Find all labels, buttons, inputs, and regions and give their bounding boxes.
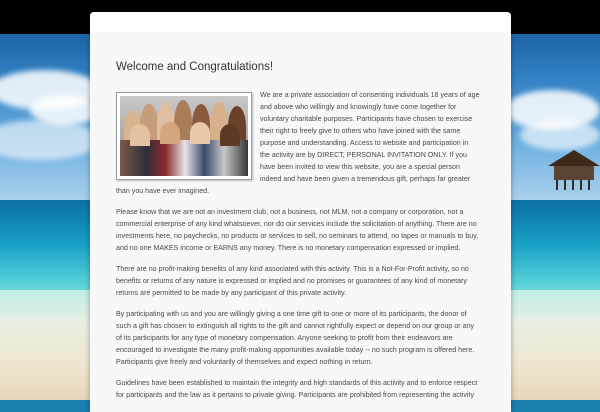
- paragraph-guidelines: Guidelines have been established to maintain the integrity and high standards of this activity and to enforce respect for participants and the law as it pertains to private giving. Participants are prohibited from representing the activity: [116, 379, 478, 399]
- paragraph-not-investment: Please know that we are not an investment club, not a business, not MLM, not a company or corporation, not a commercial enterprise of any kind whatsoever, nor do our services include the solicitation of anything. There are no investments here, no paychecks, no products or services to sell, no seminars to attend, no tapes or manuals to buy, and no one MAKES income or EARNS any money. There is no monetary compensation expressed or implied.: [116, 208, 479, 252]
- person-figure: [130, 124, 150, 146]
- content-panel: [90, 12, 511, 412]
- page-title: Welcome and Congratulations!: [116, 61, 274, 73]
- cloud: [520, 120, 600, 150]
- article: [116, 60, 480, 410]
- group-photo-image: [120, 96, 248, 176]
- paragraph-gift: By participating with us and you are willingly giving a one time gift to one or more of its participants, the donor of such a gift has chosen to extinguish all rights to the gift and cannot rightfully expect or depend on our group or any of its participants for any type of monetary compensation. Anyone seeking to profit from their endeavors are encouraged to investigate the many profit-making opportunities available today -- no such program is offered here. Participants give freely and voluntarily of themselves and expect nothing in return.: [116, 310, 475, 366]
- paragraph-intro: We are a private association of consenting individuals 18 years of age and above who willingly and knowingly have come together for voluntary charitable purposes. Participants have chosen to exercise their right to freely give to others who have joined with the same purpose and understanding. Access to website and participation in the activity are by DIRECT, PERSONAL INVITATION ONLY. If you have been invited to view this website, you are a special person indeed and have been given a tremendous gift, perhaps far greater than you have ever imagined.: [116, 91, 480, 195]
- paragraph-not-for-profit: There are no profit-making benefits of any kind associated with this activity. This is a Not-For-Profit activity, so no benefits or returns of any nature is expressed or implied and no promises or guarantees of any kind of monetary returns are permitted to be made by any participant of this private activity.: [116, 265, 469, 297]
- panel-header: [90, 12, 511, 32]
- group-photo: [116, 92, 252, 180]
- panel-content: [90, 32, 511, 412]
- person-figure: [220, 124, 240, 146]
- person-figure: [190, 122, 210, 144]
- person-figure: [160, 122, 180, 144]
- overwater-hut-icon: [548, 150, 600, 190]
